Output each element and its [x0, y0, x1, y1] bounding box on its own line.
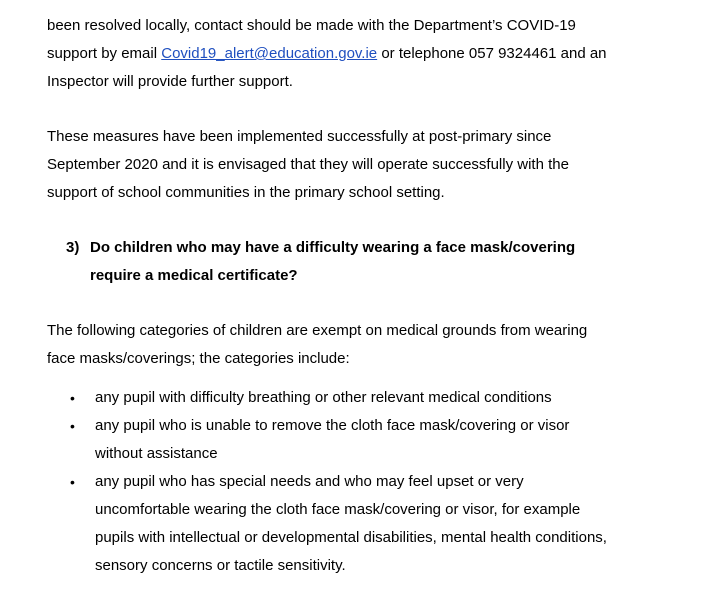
- list-item: [70, 468, 690, 580]
- paragraph-line: September 2020 and it is envisaged that they will operate successfully with the: [47, 156, 569, 173]
- email-link[interactable]: Covid19_alert@education.gov.ie: [161, 45, 378, 62]
- paragraph-line: [47, 40, 687, 68]
- question-number: 3): [66, 239, 80, 256]
- paragraph-line: been resolved locally, contact should be made with the Department’s COVID-19: [47, 17, 576, 34]
- paragraph-line: These measures have been implemented successfully at post-primary since: [47, 128, 552, 145]
- bullet-icon: •: [70, 390, 75, 406]
- list-item: [70, 412, 690, 468]
- list-item-line: any pupil who is unable to remove the cloth face mask/covering or visor: [95, 417, 570, 434]
- bullet-icon: •: [70, 474, 75, 490]
- question-text: [90, 234, 575, 290]
- paragraph-line: support of school communities in the primary school setting.: [47, 184, 445, 201]
- text-segment: support by email: [47, 45, 162, 62]
- paragraph-line: The following categories of children are exempt on medical grounds from wearing: [47, 322, 588, 339]
- list-item: [70, 384, 690, 412]
- exempt-categories-list: [70, 384, 690, 580]
- question-line: Do children who may have a difficulty wearing a face mask/covering: [90, 239, 576, 256]
- paragraph-contact-info: [47, 12, 687, 96]
- list-item-line: any pupil with difficulty breathing or other relevant medical conditions: [95, 389, 552, 406]
- paragraph-exempt-categories: [47, 317, 687, 373]
- list-item-line: without assistance: [95, 445, 218, 462]
- list-item-line: any pupil who has special needs and who may feel upset or very: [95, 473, 524, 490]
- paragraph-line: Inspector will provide further support.: [47, 73, 293, 90]
- paragraph-measures: [47, 123, 687, 207]
- question-line: require a medical certificate?: [90, 267, 298, 284]
- list-item-line: pupils with intellectual or developmental disabilities, mental health conditions,: [95, 529, 607, 546]
- text-segment: or telephone 057 9324461 and an: [377, 45, 607, 62]
- bullet-icon: •: [70, 418, 75, 434]
- paragraph-line: face masks/coverings; the categories include:: [47, 350, 350, 367]
- list-item-line: sensory concerns or tactile sensitivity.: [95, 557, 346, 574]
- list-item-line: uncomfortable wearing the cloth face mask/covering or visor, for example: [95, 501, 581, 518]
